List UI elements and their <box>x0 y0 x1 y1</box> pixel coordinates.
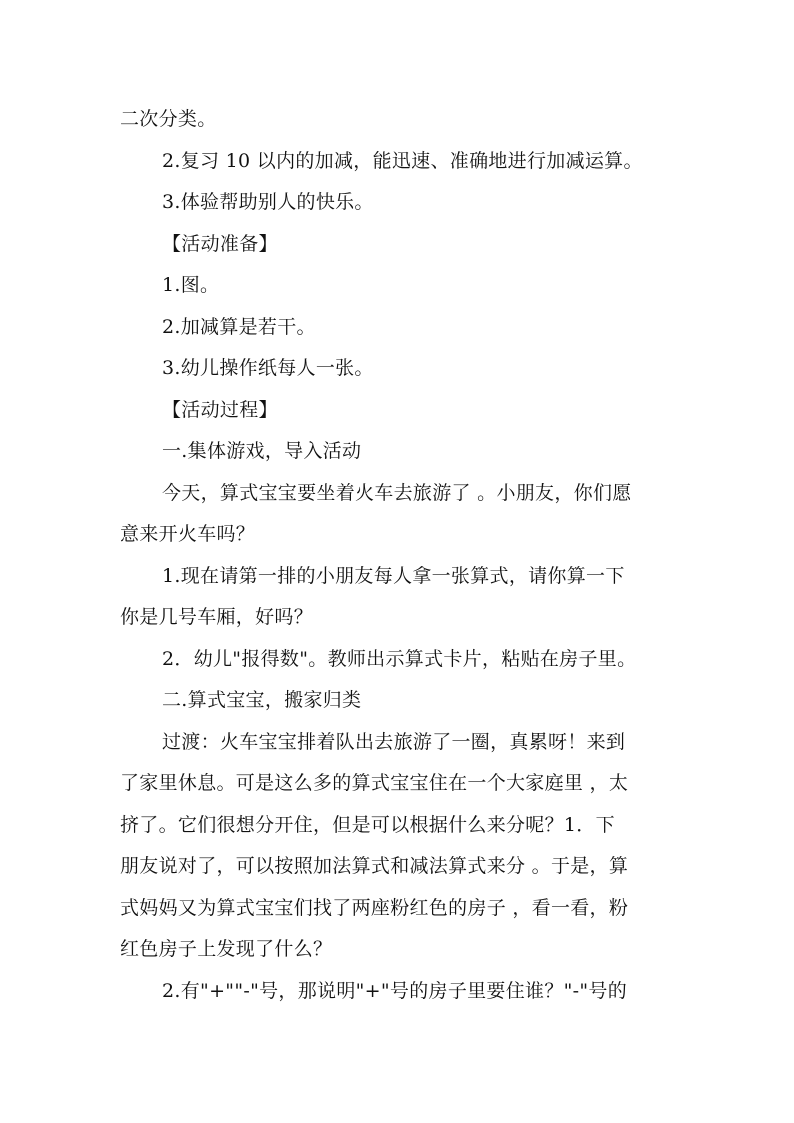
text-line: 2.加减算是若干。 <box>162 315 316 338</box>
text-line: 朋友说对了，可以按照加法算式和减法算式来分 。于是，算 <box>120 855 629 877</box>
text-line: 你是几号车厢，好吗？ <box>120 606 314 628</box>
text-line: 3.体验帮助别人的快乐。 <box>162 191 374 213</box>
text-line: 了家里休息。可是这么多的算式宝宝住在一个大家庭里 ，太 <box>120 772 629 794</box>
text-line: 2．幼儿"报得数"。教师出示算式卡片，粘贴在房子里。 <box>162 647 637 670</box>
subsection-heading: 二.算式宝宝，搬家归类 <box>162 689 362 711</box>
text-line: 3.幼儿操作纸每人一张。 <box>162 357 374 379</box>
text-line: 今天，算式宝宝要坐着火车去旅游了 。小朋友，你们愿 <box>162 481 632 504</box>
text-line: 过渡：火车宝宝排着队出去旅游了一圈，真累呀！来到 <box>162 730 626 753</box>
text-line: 2.有"+""-"号，那说明"+"号的房子里要住谁？"-"号的 <box>162 979 628 1002</box>
text-line: 1.现在请第一排的小朋友每人拿一张算式，请你算一下 <box>162 564 625 587</box>
subsection-heading: 一.集体游戏，导入活动 <box>162 440 362 462</box>
text-line: 红色房子上发现了什么？ <box>120 938 333 960</box>
text-line: 2.复习 10 以内的加减，能迅速、准确地进行加减运算。 <box>162 149 643 172</box>
document-body <box>120 99 680 1012</box>
section-heading: 【活动准备】 <box>162 232 278 255</box>
text-line: 二次分类。 <box>120 108 217 130</box>
text-line: 意来开火车吗？ <box>120 523 256 545</box>
text-line: 式妈妈又为算式宝宝们找了两座粉红色的房子 ，看一看，粉 <box>120 896 629 919</box>
text-line: 挤了。它们很想分开住，但是可以根据什么来分呢？1．下 <box>120 813 615 836</box>
text-line: 1.图。 <box>162 274 220 296</box>
section-heading: 【活动过程】 <box>162 398 278 421</box>
